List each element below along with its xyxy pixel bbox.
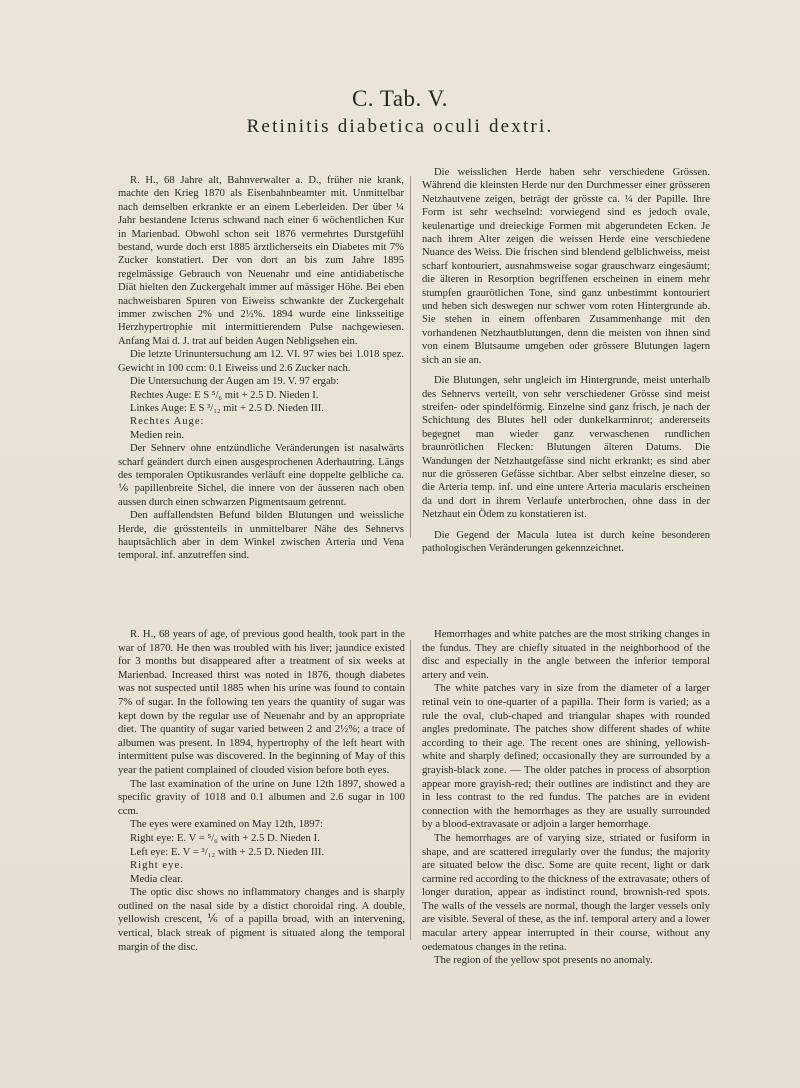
paragraph: Die Untersuchung der Augen am 19. V. 97 ergab:	[130, 376, 339, 388]
paragraph: The hemorrhages are of varying size, striated or fusiform in shape, and are scattered irregularly over the fundus; the majority are situated below the disc. Some are quite recent, light or dark carmine red according to the thickness of the extravasate; others of longer duration, appear as indistinct round, brownish-red spots. The walls of the vessels are normal, though the larger vessels only are visible. Several of these, as the inf. temporal artery and a lower macular artery appear interrupted in their course, without any oedematous changes in the retina.	[422, 831, 710, 953]
paragraph: Linkes Auge: E S ³/₁₂ mit + 2.5 D. Nieden III.	[130, 402, 324, 414]
paragraph: Right eye: E. V = ⁵/₆ with + 2.5 D. Nieden I.	[130, 831, 320, 844]
paragraph: Die weisslichen Herde haben sehr verschiedene Grössen. Während die kleinsten Herde nur den Durchmesser einer grösseren Netzhautvene zeigen, beträgt der grösste ca. ¼ der Papille. Ihre Form ist sehr wechselnd: vorwiegend sind es jedoch ovale, keulenartige und dreieckige Formen mit abgerundeten Ecken. Je nach ihrem Alter zeigen die weissen Herde eine verschiedene Nuance des Weiss. Die frischen sind blendend gelblichweiss, meist scharf kontouriert, ausnahmsweise sogar grauschwarz eingesäumt; die älteren in Resorption begriffenen erscheinen in einem mehr stumpfen graurötlichen Tone, sind ganz unbestimmt kontouriert und heben sich deswegen nur schwer vom roten Hintergrunde ab. Sie stehen in einem offenbaren Zusammenhange mit den vorhandenen Netzhautblutungen, denn die meisten von ihnen sind von einem Blutsaume umgeben oder grössere Blutungen lagern sich an sie an.	[422, 167, 710, 366]
paragraph: Hemorrhages and white patches are the most striking changes in the fundus. They are chiefly situated in the neighborhood of the disc and especially in the angle between the inferior temporal artery and vein.	[422, 628, 710, 681]
english-left-column	[118, 628, 405, 954]
section-heading: Right eye.	[130, 859, 184, 872]
column-divider	[410, 176, 411, 538]
paragraph: Die Gegend der Macula lutea ist durch keine besonderen pathologischen Veränderungen gekennzeichnet.	[422, 529, 710, 554]
german-left-column	[118, 174, 404, 563]
paragraph: The eyes were examined on May 12th, 1897:	[130, 818, 323, 831]
paragraph: R. H., 68 Jahre alt, Bahnverwalter a. D., früher nie krank, machte den Krieg 1870 als Eisenbahnbeamter mit. Unmittelbar nach demselben erkrankte er an einem Leberleiden. Der über ¼ Jahr bestandene Icterus schwand nach einer 6 wöchentlichen Kur in Marienbad. Obwohl schon seit 1876 vermehrtes Durstgefühl bestand, wurde doch erst 1885 ärztlicherseits ein Diabetes mit 7% Zucker konstatiert. Der von dort an bis zum Jahre 1895 regelmässige Gebrauch von Neuenahr und eine antidiabetische Diät hielten den Zuckergehalt immer auf mässiger Höhe. Bei eben nachweisbaren Spuren von Eiweiss schwankte der Zuckergehalt immer zwischen 2% und 2½%. 1894 wurde eine linksseitige Herzhypertrophie mit intermittierendem Pulse nachgewiesen. Anfang Mai d. J. trat auf beiden Augen Nebligsehen ein.	[118, 175, 404, 347]
german-right-column	[422, 166, 710, 555]
paragraph: The last examination of the urine on June 12th 1897, showed a specific gravity of 1018 and 0.1 albumen and 2.6 sugar in 100 ccm.	[118, 777, 405, 817]
paragraph: The white patches vary in size from the diameter of a larger retinal vein to one-quarter of a papilla. Their form is varied; as a rule the oval, club-chaped and triangular shapes with rounded angles predominate. The patches show different shades of white according to their age. The recent ones are shining, yellowish-white and sharply defined; occasionally they are surrounded by a grayish-black zone. — The older patches in process of absorption appear more grayish-red; their outlines are indistinct and they are in less contrast to the red fundus. The patches are in evident connection with the hemorrhages as they are usually surrounded by a blood-extravasate or adjoin a larger hemorrhage.	[422, 682, 710, 831]
english-right-column	[422, 628, 710, 968]
paragraph: Die Blutungen, sehr ungleich im Hintergrunde, meist unterhalb des Sehnervs verteilt, von sehr verschiedener Grösse sind meist streifen- oder spindelförmig. Einzelne sind ganz frisch, je nach der Schichtung des Blutes hell oder dunkelkarminrot; andererseits begegnet man wieder ganz verwaschenen rundlichen braunrötlichen Flecken: Blutungen älteren Datums. Die Wandungen der Netzhautgefässe sind nicht erkrankt; es sind aber nur die grösseren Gefässe sichtbar. Aber selbst einzelne dieser, so die Arteria temp. inf. und eine untere Arteria macularis erscheinen da und dort in ihrem Verlaufe unterbrochen, ohne dass in der Netzhaut ein Ödem zu konstatieren ist.	[422, 375, 710, 521]
paragraph: Der Sehnerv ohne entzündliche Veränderungen ist nasalwärts scharf geändert durch einen ausgesprochenen Aderhautring. Längs des temporalen Optikusrandes verläuft eine doppelte gelbliche ca. ⅙ papillenbreite Sichel, die innere von der äusseren nach oben aussen durch einen schwarzen Pigmentsaum getrennt.	[118, 443, 404, 508]
paragraph: Medien rein.	[130, 429, 185, 441]
paragraph: Media clear.	[130, 872, 183, 885]
page-subtitle: Retinitis diabetica oculi dextri.	[246, 116, 554, 137]
paragraph: The region of the yellow spot presents no anomaly.	[434, 954, 653, 967]
column-divider	[410, 640, 411, 940]
paragraph: R. H., 68 years of age, of previous good health, took part in the war of 1870. He then was troubled with his liver; jaundice existed for 3 months but disappeared after a treatment of six weeks at Marienbad. Increased thirst was noted in 1876, though diabetes was not suspected until 1885 when his urine was found to contain 7% of sugar. In the following ten years the quantity of sugar was kept down by the regular use of Neuenahr and by an appropriate diet. The quantity of sugar varied between 2 and 2½%; a trace of albumen was present. In 1894, hypertrophy of the left heart with intermittent pulse was discovered. In the beginning of May of this year the patient complained of clouded vision before both eyes.	[118, 628, 405, 776]
paragraph: Den auffallendsten Befund bilden Blutungen und weissliche Herde, die grösstenteils in unmittelbarer Nähe des Sehnervs hauptsächlich aber in dem Winkel zwischen Arteria und Vena temporal. inf. anzutreffen sind.	[118, 510, 404, 562]
paragraph: Rechtes Auge: E S ⁵/₆ mit + 2.5 D. Nieden I.	[130, 389, 319, 401]
paragraph: Left eye: E. V = ³/₁₂ with + 2.5 D. Nieden III.	[130, 845, 325, 858]
paragraph: The optic disc shows no inflammatory changes and is sharply outlined on the nasal side by a distict choroidal ring. A double, yellowish crescent, ⅙ of a papilla broad, with an intervening, vertical, black streak of pigment is situated along the temporal margin of the disc.	[118, 886, 405, 953]
section-heading: Rechtes Auge:	[130, 416, 205, 428]
page-title: C. Tab. V.	[351, 86, 449, 111]
paragraph: Die letzte Urinuntersuchung am 12. VI. 97 wies bei 1.018 spez. Gewicht in 100 ccm: 0.1 Eiweiss und 2.6 Zucker nach.	[118, 349, 404, 374]
